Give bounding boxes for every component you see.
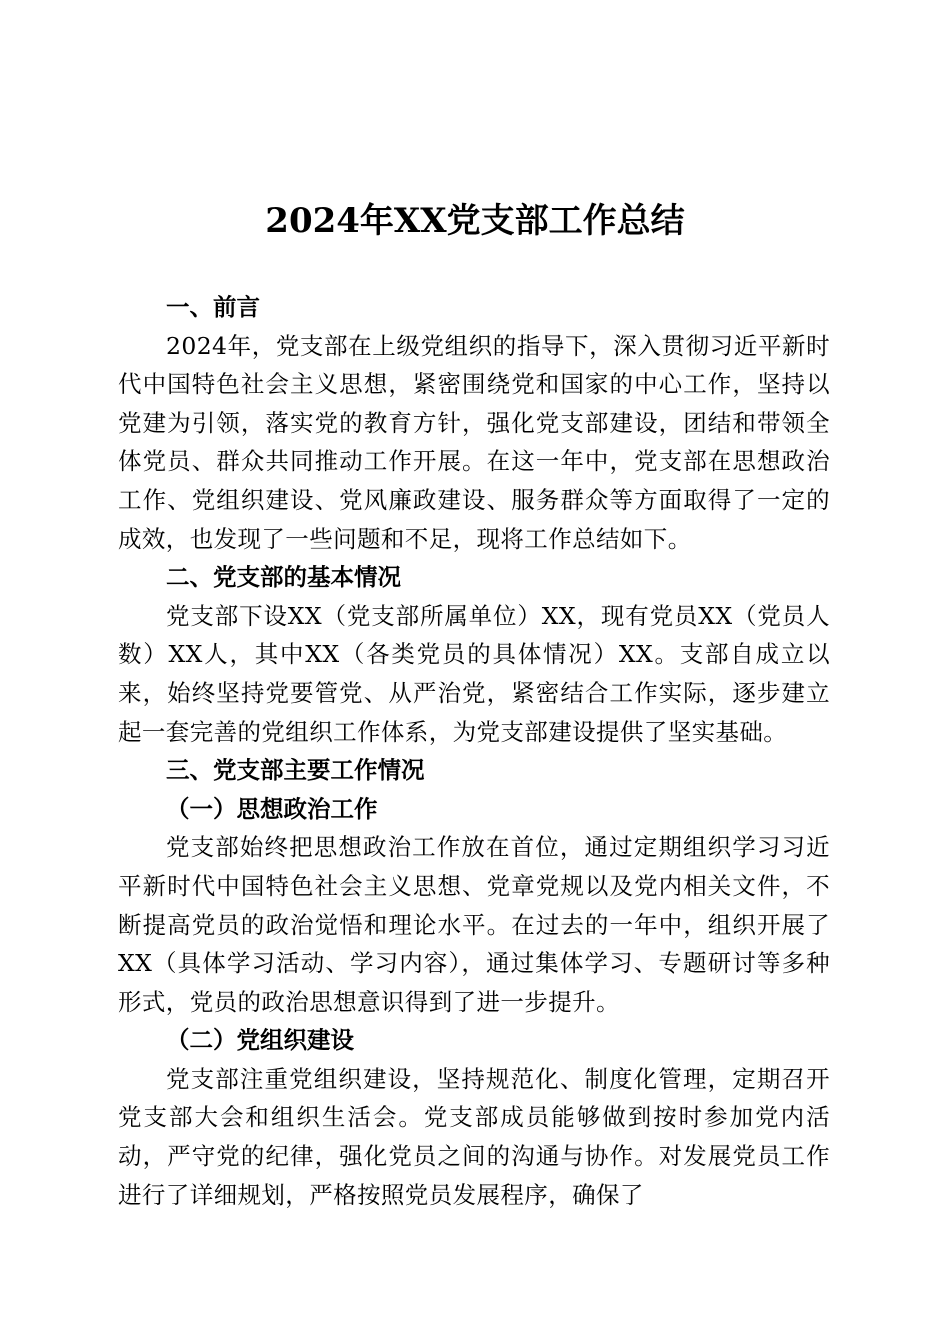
- organization-paragraph: 党支部注重党组织建设，坚持规范化、制度化管理，定期召开党支部大会和组织生活会。党支部成员能够做到按时参加党内活动，严守党的纪律，强化党员之间的沟通与协作。对发展党员工作进行了详细规划，严格按照党员发展程序，确保了: [118, 1064, 830, 1209]
- subsection-heading-ideology: （一）思想政治工作: [166, 794, 378, 823]
- document-title: 2024年XX党支部工作总结: [265, 201, 685, 241]
- section-heading-main-work: 三、党支部主要工作情况: [166, 756, 425, 785]
- basic-info-paragraph: 党支部下设XX（党支部所属单位）XX，现有党员XX（党员人数）XX人，其中XX（各类党员的具体情况）XX。支部自成立以来，始终坚持党要管党、从严治党，紧密结合工作实际，逐步建立起一套完善的党组织工作体系，为党支部建设提供了坚实基础。: [118, 601, 830, 746]
- section-heading-preface: 一、前言: [166, 293, 260, 321]
- preface-paragraph: 2024年，党支部在上级党组织的指导下，深入贯彻习近平新时代中国特色社会主义思想，紧密围绕党和国家的中心工作，坚持以党建为引领，落实党的教育方针，强化党支部建设，团结和带领全体党员、群众共同推动工作开展。在这一年中，党支部在思想政治工作、党组织建设、党风廉政建设、服务群众等方面取得了一定的成效，也发现了一些问题和不足，现将工作总结如下。: [118, 331, 830, 553]
- section-heading-basic-info: 二、党支部的基本情况: [166, 563, 401, 592]
- ideology-paragraph: 党支部始终把思想政治工作放在首位，通过定期组织学习习近平新时代中国特色社会主义思想、党章党规以及党内相关文件，不断提高党员的政治觉悟和理论水平。在过去的一年中，组织开展了XX（具体学习活动、学习内容），通过集体学习、专题研讨等多种形式，党员的政治思想意识得到了进一步提升。: [118, 833, 830, 1016]
- document-body: [118, 288, 830, 1214]
- subsection-heading-organization: （二）党组织建设: [166, 1026, 354, 1055]
